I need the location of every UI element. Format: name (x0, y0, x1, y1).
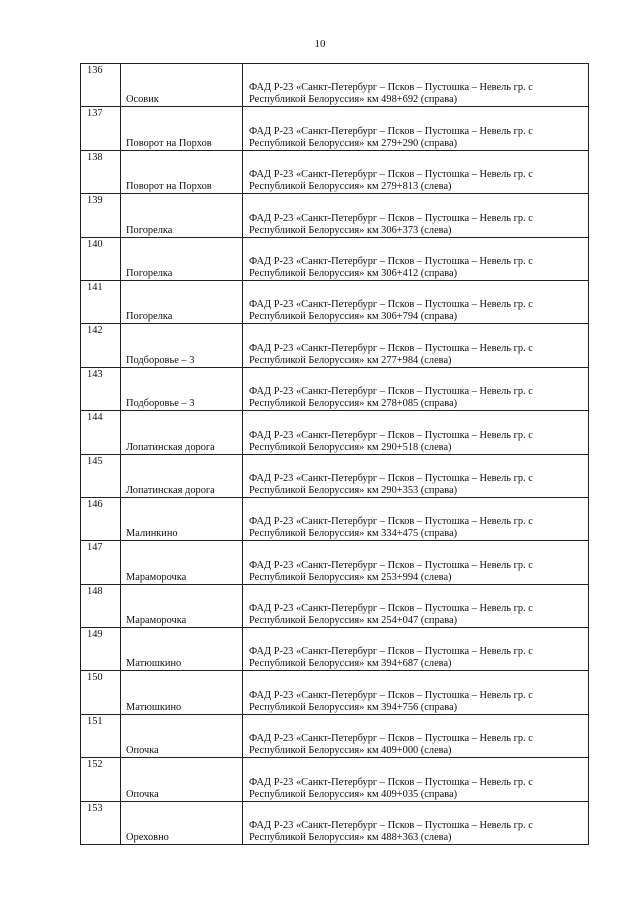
road-location-cell (243, 541, 589, 584)
road-location-cell (243, 628, 589, 671)
stop-name: Лопатинская дорога (126, 441, 215, 453)
stop-name: Матюшкино (126, 701, 182, 713)
road-km-line: Республикой Белоруссия» км 306+412 (справа) (249, 267, 458, 279)
table-row (81, 194, 589, 237)
table-row (81, 714, 589, 757)
road-name-line: ФАД Р-23 «Санкт-Петербург – Псков – Пустошка – Невель гр. с (249, 429, 533, 441)
road-km-line: Республикой Белоруссия» км 488+363 (слева) (249, 832, 452, 844)
stop-name: Марамoрочка (126, 571, 187, 583)
bus-stops-table (80, 63, 589, 845)
road-km-line: Республикой Белоруссия» км 290+353 (справа) (249, 484, 458, 496)
stop-name: Погорелка (126, 311, 173, 323)
stop-name-cell (121, 64, 243, 107)
row-number: 153 (81, 801, 121, 844)
road-km-line: Республикой Белоруссия» км 306+794 (справа) (249, 311, 458, 323)
road-location-cell (243, 801, 589, 844)
road-km-line: Республикой Белоруссия» км 498+692 (справа) (249, 94, 458, 106)
row-number: 143 (81, 367, 121, 410)
stop-name: Малинкино (126, 528, 178, 540)
road-km-line: Республикой Белоруссия» км 279+813 (слева) (249, 181, 452, 193)
road-location-cell (243, 280, 589, 323)
road-name-line: ФАД Р-23 «Санкт-Петербург – Псков – Пустошка – Невель гр. с (249, 516, 533, 528)
road-location-cell (243, 497, 589, 540)
stop-name-cell (121, 367, 243, 410)
row-number: 138 (81, 150, 121, 193)
row-number: 146 (81, 497, 121, 540)
road-km-line: Республикой Белоруссия» км 277+984 (слева) (249, 354, 452, 366)
table-row (81, 280, 589, 323)
road-name-line: ФАД Р-23 «Санкт-Петербург – Псков – Пустошка – Невель гр. с (249, 646, 533, 658)
road-location-cell (243, 324, 589, 367)
table-row (81, 411, 589, 454)
stop-name: Подборовье – 3 (126, 398, 195, 410)
table-body (81, 64, 589, 845)
row-number: 142 (81, 324, 121, 367)
stop-name: Опочка (126, 788, 159, 800)
stop-name-cell (121, 714, 243, 757)
road-name-line: ФАД Р-23 «Санкт-Петербург – Псков – Пустошка – Невель гр. с (249, 82, 533, 94)
table-row (81, 237, 589, 280)
table-row (81, 64, 589, 107)
row-number: 139 (81, 194, 121, 237)
row-number: 148 (81, 584, 121, 627)
table-row (81, 454, 589, 497)
stop-name-cell (121, 280, 243, 323)
row-number: 144 (81, 411, 121, 454)
road-km-line: Республикой Белоруссия» км 306+373 (слева) (249, 224, 452, 236)
stop-name: Лопатинская дорога (126, 484, 215, 496)
stop-name: Опочка (126, 745, 159, 757)
stop-name-cell (121, 194, 243, 237)
row-number: 150 (81, 671, 121, 714)
stop-name-cell (121, 107, 243, 150)
table-row (81, 801, 589, 844)
stop-name: Погорелка (126, 224, 173, 236)
table-row (81, 367, 589, 410)
road-location-cell (243, 150, 589, 193)
stop-name: Ореховно (126, 832, 169, 844)
row-number: 145 (81, 454, 121, 497)
stop-name: Поворот на Порхов (126, 137, 212, 149)
road-location-cell (243, 584, 589, 627)
road-name-line: ФАД Р-23 «Санкт-Петербург – Псков – Пустошка – Невель гр. с (249, 386, 533, 398)
stop-name-cell (121, 497, 243, 540)
road-location-cell (243, 758, 589, 801)
road-name-line: ФАД Р-23 «Санкт-Петербург – Псков – Пустошка – Невель гр. с (249, 472, 533, 484)
row-number: 140 (81, 237, 121, 280)
road-km-line: Республикой Белоруссия» км 409+035 (справа) (249, 788, 458, 800)
table-row (81, 324, 589, 367)
road-km-line: Республикой Белоруссия» км 254+047 (справа) (249, 615, 458, 627)
road-name-line: ФАД Р-23 «Санкт-Петербург – Псков – Пустошка – Невель гр. с (249, 820, 533, 832)
road-location-cell (243, 107, 589, 150)
road-location-cell (243, 454, 589, 497)
road-km-line: Республикой Белоруссия» км 278+085 (справа) (249, 398, 458, 410)
stop-name-cell (121, 150, 243, 193)
stop-name-cell (121, 584, 243, 627)
stop-name-cell (121, 671, 243, 714)
road-km-line: Республикой Белоруссия» км 334+475 (справа) (249, 528, 458, 540)
row-number: 137 (81, 107, 121, 150)
stop-name-cell (121, 454, 243, 497)
road-km-line: Республикой Белоруссия» км 253+994 (слева) (249, 571, 452, 583)
stop-name-cell (121, 541, 243, 584)
stop-name: Поворот на Порхов (126, 181, 212, 193)
stop-name-cell (121, 411, 243, 454)
road-km-line: Республикой Белоруссия» км 409+000 (слева) (249, 745, 452, 757)
road-km-line: Республикой Белоруссия» км 290+518 (слева) (249, 441, 452, 453)
row-number: 151 (81, 714, 121, 757)
stop-name-cell (121, 237, 243, 280)
road-name-line: ФАД Р-23 «Санкт-Петербург – Псков – Пустошка – Невель гр. с (249, 776, 533, 788)
road-name-line: ФАД Р-23 «Санкт-Петербург – Псков – Пустошка – Невель гр. с (249, 559, 533, 571)
stop-name: Осовик (126, 94, 159, 106)
row-number: 141 (81, 280, 121, 323)
road-km-line: Республикой Белоруссия» км 394+756 (справа) (249, 701, 458, 713)
stop-name-cell (121, 801, 243, 844)
road-name-line: ФАД Р-23 «Санкт-Петербург – Псков – Пустошка – Невель гр. с (249, 125, 533, 137)
stop-name-cell (121, 324, 243, 367)
road-location-cell (243, 367, 589, 410)
table-row (81, 584, 589, 627)
stop-name: Погорелка (126, 267, 173, 279)
table-row (81, 541, 589, 584)
table-row (81, 150, 589, 193)
row-number: 147 (81, 541, 121, 584)
road-location-cell (243, 194, 589, 237)
table-row (81, 628, 589, 671)
road-name-line: ФАД Р-23 «Санкт-Петербург – Псков – Пустошка – Невель гр. с (249, 689, 533, 701)
road-name-line: ФАД Р-23 «Санкт-Петербург – Псков – Пустошка – Невель гр. с (249, 169, 533, 181)
row-number: 136 (81, 64, 121, 107)
row-number: 149 (81, 628, 121, 671)
table-row (81, 497, 589, 540)
stop-name: Марамoрочка (126, 615, 187, 627)
road-location-cell (243, 671, 589, 714)
stop-name: Подборовье – 3 (126, 354, 195, 366)
road-name-line: ФАД Р-23 «Санкт-Петербург – Псков – Пустошка – Невель гр. с (249, 212, 533, 224)
stop-name: Матюшкино (126, 658, 182, 670)
table-row (81, 107, 589, 150)
road-name-line: ФАД Р-23 «Санкт-Петербург – Псков – Пустошка – Невель гр. с (249, 342, 533, 354)
stop-name-cell (121, 628, 243, 671)
road-name-line: ФАД Р-23 «Санкт-Петербург – Псков – Пустошка – Невель гр. с (249, 603, 533, 615)
page-number: 10 (314, 38, 326, 50)
road-km-line: Республикой Белоруссия» км 279+290 (справа) (249, 137, 458, 149)
table-row (81, 671, 589, 714)
road-name-line: ФАД Р-23 «Санкт-Петербург – Псков – Пустошка – Невель гр. с (249, 733, 533, 745)
road-location-cell (243, 714, 589, 757)
road-location-cell (243, 237, 589, 280)
stop-name-cell (121, 758, 243, 801)
road-location-cell (243, 411, 589, 454)
road-name-line: ФАД Р-23 «Санкт-Петербург – Псков – Пустошка – Невель гр. с (249, 299, 533, 311)
road-location-cell (243, 64, 589, 107)
row-number: 152 (81, 758, 121, 801)
table-row (81, 758, 589, 801)
road-km-line: Республикой Белоруссия» км 394+687 (слева) (249, 658, 452, 670)
road-name-line: ФАД Р-23 «Санкт-Петербург – Псков – Пустошка – Невель гр. с (249, 255, 533, 267)
